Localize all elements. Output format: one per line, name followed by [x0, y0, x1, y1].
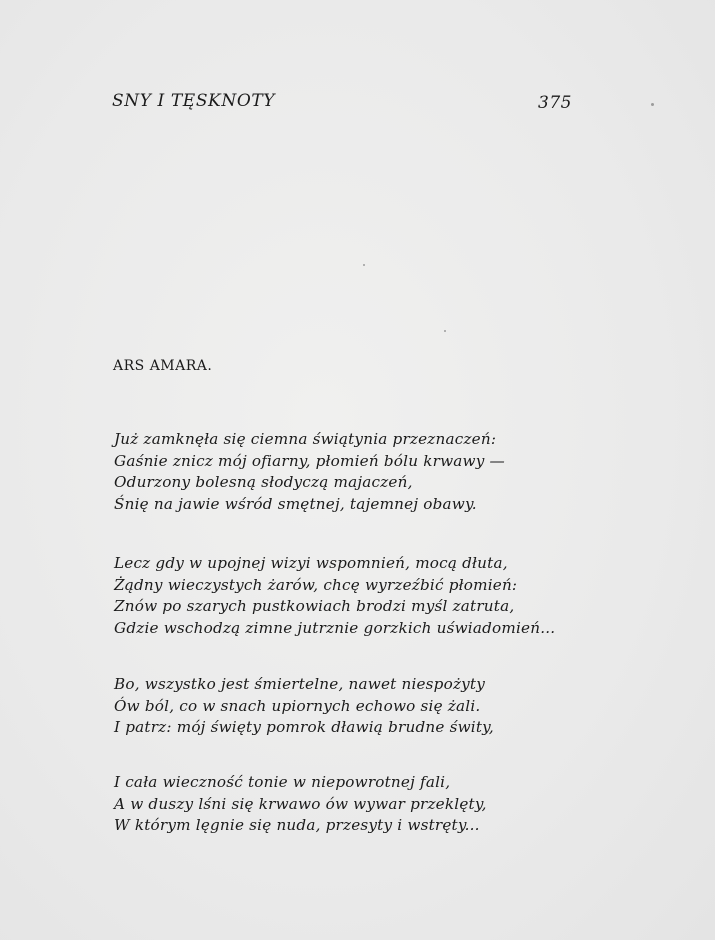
poem-line: W którym lęgnie się nuda, przesyty i wstręty... [114, 816, 480, 834]
poem-line: Już zamknęła się ciemna świątynia przeznaczeń: [114, 430, 497, 448]
running-head: SNY I TĘSKNOTY [112, 91, 276, 111]
stanza-4 [114, 772, 487, 837]
poem-line: Ów ból, co w snach upiornych echowo się żali. [114, 696, 481, 715]
poem-line: Lecz gdy w upojnej wizyi wspomnień, mocą dłuta, [114, 554, 508, 572]
poem-line: Gdzie wschodzą zimne jutrznie gorzkich uświadomień... [114, 618, 556, 637]
stanza-2 [114, 553, 555, 639]
poem-line: Odurzony bolesną słodyczą majaczeń, [114, 473, 413, 491]
paper-speck [444, 330, 446, 332]
poem-line: Śnię na jawie wśród smętnej, tajemnej obawy. [114, 494, 477, 513]
poem-line: A w duszy lśni się krwawo ów wywar przeklęty, [114, 794, 487, 813]
paper-speck [651, 103, 654, 106]
poem-line: Znów po szarych pustkowiach brodzi myśl zatruta, [114, 597, 515, 615]
poem-line: Żądny wieczystych żarów, chcę wyrzeźbić płomień: [114, 575, 518, 594]
poem-line: I patrz: mój święty pomrok dławią brudne świty, [114, 718, 494, 736]
page-number: 375 [538, 93, 572, 113]
poem-line: Bo, wszystko jest śmiertelne, nawet niespożyty [114, 675, 486, 693]
poem-line: I cała wieczność tonie w niepowrotnej fali, [114, 773, 451, 791]
stanza-1 [114, 429, 505, 515]
poem-line: Gaśnie znicz mój ofiarny, płomień bólu krwawy — [114, 451, 505, 470]
poem-title: ARS AMARA. [113, 358, 213, 374]
paper-speck [363, 264, 365, 266]
stanza-3 [114, 674, 494, 739]
